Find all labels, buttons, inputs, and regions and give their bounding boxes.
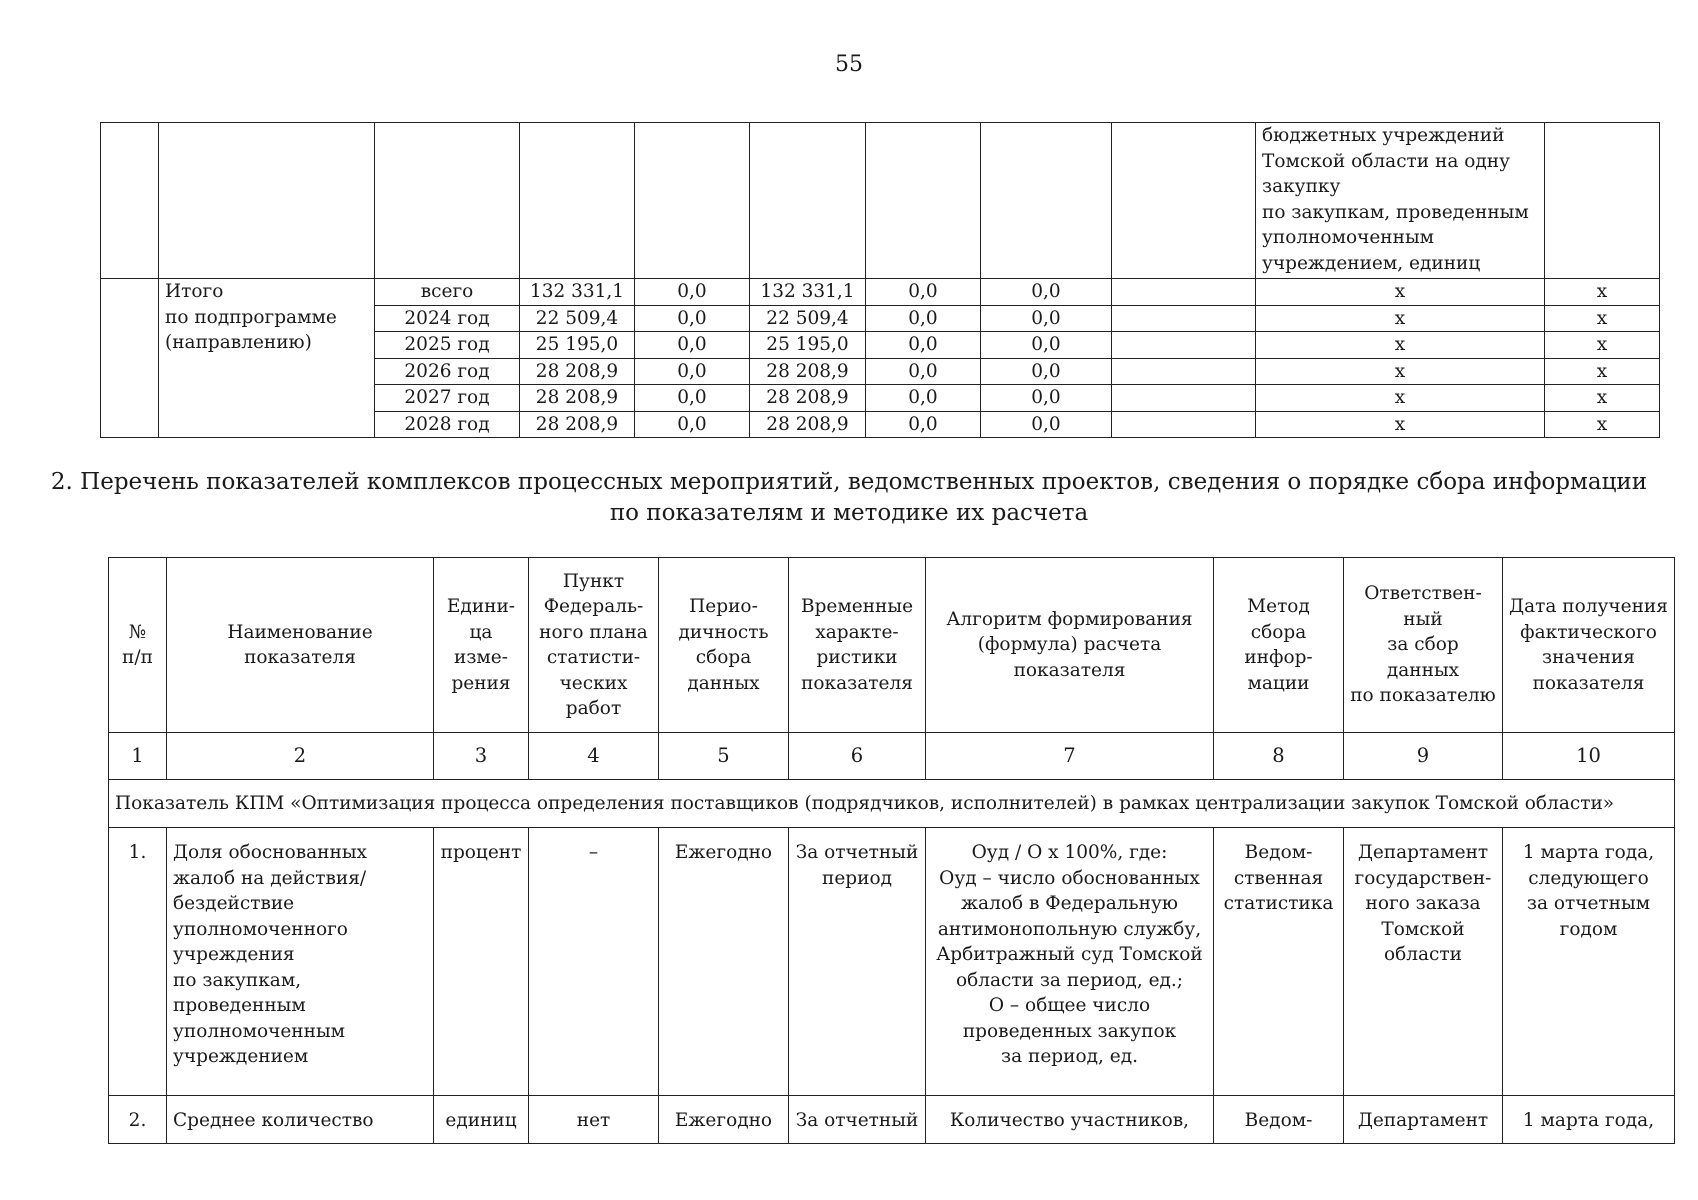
header-cell: Перио- дичность сбора данных	[659, 558, 789, 733]
header-cell: Дата получения фактического значения показателя	[1503, 558, 1675, 733]
column-number-row: 1 2 3 4 5 6 7 8 9 10	[109, 733, 1675, 780]
table-row: 2027 год 28 208,9 0,0 28 208,9 0,0 0,0 x x	[101, 385, 1660, 412]
header-cell: № п/п	[109, 558, 167, 733]
indicators-table	[108, 557, 1675, 1144]
page-number: 55	[835, 52, 863, 77]
table-row: 2. Среднее количество единиц нет Ежегодно За отчетный Количество участников, Ведом- Департамент 1 марта года,	[109, 1096, 1675, 1144]
group-title: Показатель КПМ «Оптимизация процесса определения поставщиков (подрядчиков, исполнителей) в рамках централизации закупок Томской области»	[109, 780, 1675, 828]
header-cell: Алгоритм формирования (формула) расчета показателя	[926, 558, 1214, 733]
table-row: 1. Доля обоснованных жалоб на действия/ бездействие уполномоченного учреждения по закупкам, проведенным уполномоченным учреждением процент – Ежегодно За отчетный период Оуд / О x 100%, где: Оуд – число обоснованных жалоб в Федеральную антимонопольную службу, Арбитражный суд Томской области за период, ед.; О – общее число проведенных закупок за период, ед. Ведом- ственная статистика Департамент государствен- ного заказа Томской области 1 марта года, следующего за отчетным годом	[109, 828, 1675, 1096]
table-row	[101, 123, 1660, 279]
table-row: Итого по подпрограмме (направлению) всего 132 331,1 0,0 132 331,1 0,0 0,0 x x	[101, 279, 1660, 306]
table-row: 2028 год 28 208,9 0,0 28 208,9 0,0 0,0 x x	[101, 411, 1660, 438]
header-cell: Ответствен- ный за сбор данных по показателю	[1344, 558, 1503, 733]
continued-indicator-text: бюджетных учреждений Томской области на одну закупку по закупкам, проведенным уполномоченным учреждением, единиц	[1256, 123, 1545, 279]
header-cell: Едини- ца изме- рения	[434, 558, 529, 733]
header-cell: Временные характе- ристики показателя	[789, 558, 926, 733]
group-row	[109, 780, 1675, 828]
table-row: 2024 год 22 509,4 0,0 22 509,4 0,0 0,0 x x	[101, 305, 1660, 332]
total-label: Итого по подпрограмме (направлению)	[159, 279, 375, 438]
section-title: 2. Перечень показателей комплексов процессных мероприятий, ведомственных проектов, сведения о порядке сбора информации по показателям и методике их расчета	[50, 469, 1648, 526]
header-cell: Пункт Федераль- ного плана статисти- ческих работ	[529, 558, 659, 733]
table-row: 2026 год 28 208,9 0,0 28 208,9 0,0 0,0 x x	[101, 358, 1660, 385]
table-row: 2025 год 25 195,0 0,0 25 195,0 0,0 0,0 x x	[101, 332, 1660, 359]
header-row	[109, 558, 1675, 733]
header-cell: Наименование показателя	[167, 558, 434, 733]
financing-table	[100, 122, 1660, 438]
header-cell: Метод сбора инфор- мации	[1214, 558, 1344, 733]
